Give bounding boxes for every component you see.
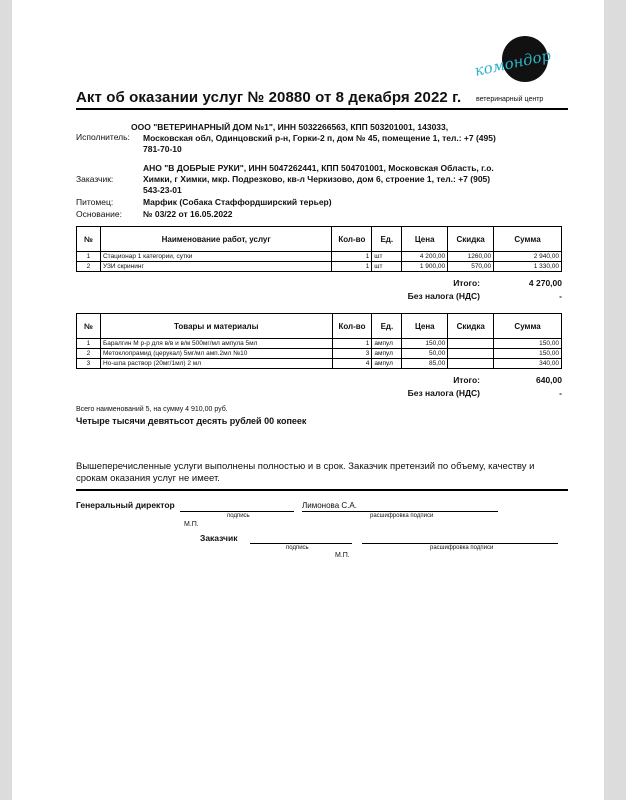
customer-line1: АНО "В ДОБРЫЕ РУКИ", ИНН 5047262441, КПП 504701001, Московская Область, г.о. <box>143 163 494 173</box>
col-name: Товары и материалы <box>100 314 332 339</box>
col-name: Наименование работ, услуг <box>100 227 331 252</box>
row-sum: 340,00 <box>494 359 562 369</box>
services-table <box>76 226 562 272</box>
customer-sign-line[interactable] <box>250 543 352 544</box>
amount-in-words: Четыре тысячи девятьсот десять рублей 00 копеек <box>76 416 307 426</box>
col-price: Цена <box>402 314 448 339</box>
row-price: 50,00 <box>402 349 448 359</box>
row-sum: 2 940,00 <box>494 252 562 262</box>
row-unit: шт <box>372 262 402 272</box>
row-name: УЗИ скрининг <box>100 262 331 272</box>
row-name: Стационар 1 категории, сутки <box>100 252 331 262</box>
director-sign-caption: подпись <box>227 513 250 519</box>
director-name: Лимонова С.А. <box>302 501 357 510</box>
row-qty: 4 <box>332 359 372 369</box>
director-decode-caption: расшифровка подписи <box>370 513 434 519</box>
services-total-label: Итого: <box>453 278 480 288</box>
row-number: 2 <box>77 262 101 272</box>
table-row <box>77 339 562 349</box>
viewer-frame-left <box>0 0 12 800</box>
services-vat-label: Без налога (НДС) <box>407 291 480 301</box>
customer-decode-line[interactable] <box>362 543 558 544</box>
col-number: № <box>77 314 101 339</box>
logo-wordmark: комондор <box>472 46 553 80</box>
col-sum: Сумма <box>494 227 562 252</box>
goods-total-value: 640,00 <box>536 375 562 385</box>
row-unit: ампул <box>372 349 402 359</box>
table-row <box>77 359 562 369</box>
row-number: 2 <box>77 349 101 359</box>
customer-sign-caption: подпись <box>286 545 309 551</box>
goods-header-row <box>77 314 562 339</box>
row-number: 1 <box>77 339 101 349</box>
row-sum: 150,00 <box>494 339 562 349</box>
statement-line1: Вышеперечисленные услуги выполнены полностью и в срок. Заказчик претензий по объему, качеству и <box>76 461 535 472</box>
customer-sign-label: Заказчик <box>200 533 238 543</box>
row-discount: 1260,00 <box>448 252 494 262</box>
goods-table <box>76 313 562 369</box>
director-sign-line[interactable] <box>180 511 294 512</box>
col-unit: Ед. <box>372 314 402 339</box>
col-price: Цена <box>402 227 448 252</box>
row-price: 150,00 <box>402 339 448 349</box>
statement-line2: срокам оказания услуг не имеет. <box>76 473 220 484</box>
executor-line2: Московская обл, Одинцовский р-н, Горки-2 п, дом № 45, помещение 1, тел.: +7 (495) <box>143 133 496 143</box>
director-decode-line <box>302 511 498 512</box>
customer-line3: 543-23-01 <box>143 185 182 195</box>
company-logo <box>474 36 560 104</box>
col-qty: Кол-во <box>332 227 372 252</box>
signature-divider <box>76 489 568 491</box>
col-unit: Ед. <box>372 227 402 252</box>
col-number: № <box>77 227 101 252</box>
row-unit: ампул <box>372 339 402 349</box>
col-sum: Сумма <box>494 314 562 339</box>
logo-subtitle: ветеринарный центр <box>476 96 544 103</box>
director-label: Генеральный директор <box>76 500 175 510</box>
pet-value: Марфик (Собака Стаффордширский терьер) <box>143 197 332 207</box>
services-header-row <box>77 227 562 252</box>
row-price: 4 200,00 <box>402 252 448 262</box>
col-qty: Кол-во <box>332 314 372 339</box>
customer-line2: Химки, г Химки, мкр. Подрезково, кв-л Черкизово, дом 6, строение 1, тел.: +7 (905) <box>143 174 491 184</box>
row-discount <box>448 349 494 359</box>
services-vat-value: - <box>559 291 562 301</box>
executor-line3: 781-70-10 <box>143 144 182 154</box>
table-row <box>77 262 562 272</box>
basis-label: Основание: <box>76 209 122 219</box>
col-discount: Скидка <box>448 227 494 252</box>
goods-vat-label: Без налога (НДС) <box>407 388 480 398</box>
row-unit: шт <box>372 252 402 262</box>
document-title: Акт об оказании услуг № 20880 от 8 декабря 2022 г. <box>76 89 462 106</box>
row-name: Баралгин М р-р для в/в и в/м 500мг/мл ампула 5мл <box>100 339 332 349</box>
row-price: 1 900,00 <box>402 262 448 272</box>
viewer-frame-right <box>604 0 626 800</box>
items-count-line: Всего наименований 5, на сумму 4 910,00 руб. <box>76 406 228 413</box>
pet-label: Питомец: <box>76 197 114 207</box>
goods-vat-value: - <box>559 388 562 398</box>
title-underline <box>76 108 568 110</box>
goods-total-label: Итого: <box>453 375 480 385</box>
col-discount: Скидка <box>448 314 494 339</box>
row-name: Метоклопрамид (церукал) 5мг/мл амп.2мл №10 <box>100 349 332 359</box>
row-discount: 570,00 <box>448 262 494 272</box>
row-qty: 1 <box>332 262 372 272</box>
row-qty: 1 <box>332 252 372 262</box>
row-number: 1 <box>77 252 101 262</box>
director-stamp: М.П. <box>184 521 199 528</box>
document-page <box>12 0 604 800</box>
executor-line1: ООО "ВЕТЕРИНАРНЫЙ ДОМ №1", ИНН 5032266563, КПП 503201001, 143033, <box>131 122 449 132</box>
customer-label: Заказчик: <box>76 174 114 184</box>
customer-decode-caption: расшифровка подписи <box>430 545 494 551</box>
row-sum: 150,00 <box>494 349 562 359</box>
row-unit: ампул <box>372 359 402 369</box>
row-discount <box>448 339 494 349</box>
row-qty: 1 <box>332 339 372 349</box>
row-name: Но-шпа раствор (20мг/1мл) 2 мл <box>100 359 332 369</box>
table-row <box>77 252 562 262</box>
table-row <box>77 349 562 359</box>
row-number: 3 <box>77 359 101 369</box>
row-price: 85,00 <box>402 359 448 369</box>
services-total-value: 4 270,00 <box>528 278 562 288</box>
row-sum: 1 330,00 <box>494 262 562 272</box>
basis-value: № 03/22 от 16.05.2022 <box>143 209 233 219</box>
row-discount <box>448 359 494 369</box>
customer-stamp: М.П. <box>335 552 350 559</box>
executor-label: Исполнитель: <box>76 132 130 142</box>
row-qty: 3 <box>332 349 372 359</box>
